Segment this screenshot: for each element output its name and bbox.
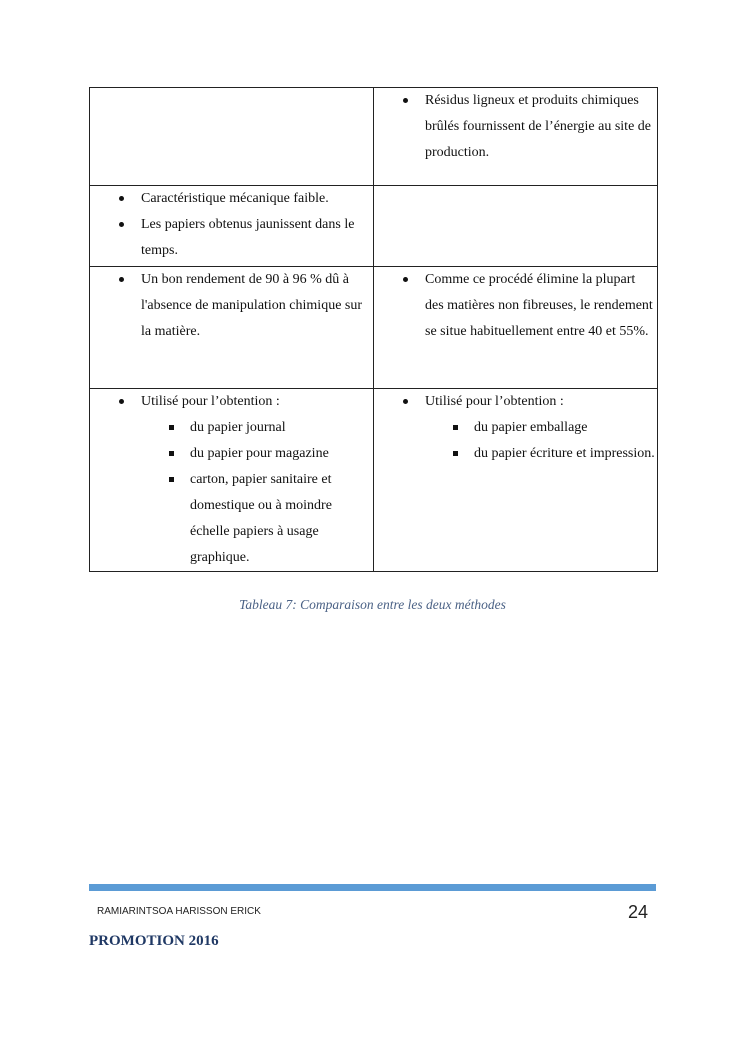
list-item	[425, 389, 655, 467]
table-cell	[374, 389, 658, 572]
table-cell	[90, 267, 374, 389]
sub-list-item: du papier pour magazine	[190, 441, 371, 467]
table-caption: Tableau 7: Comparaison entre les deux méthodes	[239, 597, 506, 612]
list-item: Un bon rendement de 90 à 96 % dû à l'absence de manipulation chimique sur la matière.	[141, 267, 371, 345]
table-cell	[374, 267, 658, 389]
list-item: Les papiers obtenus jaunissent dans le temps.	[141, 212, 371, 264]
sub-list-item: du papier journal	[190, 415, 371, 441]
sub-list-item: du papier emballage	[474, 415, 655, 441]
table-row	[90, 267, 658, 389]
comparison-table	[89, 87, 658, 572]
footer-author: RAMIARINTSOA HARISSON ERICK	[97, 906, 261, 917]
table-row	[90, 389, 658, 572]
bullet-list	[374, 88, 657, 166]
table-row	[90, 186, 658, 267]
page-number: 24	[627, 902, 648, 922]
footer-promotion: PROMOTION 2016	[89, 933, 219, 949]
list-item: Caractéristique mécanique faible.	[141, 186, 371, 212]
table-cell	[374, 88, 658, 186]
list-item-title: Utilisé pour l’obtention :	[425, 394, 564, 409]
bullet-list	[374, 389, 657, 467]
bullet-list	[90, 186, 373, 264]
sub-list-item: du papier écriture et impression.	[474, 441, 655, 467]
sub-bullet-list	[425, 415, 655, 467]
table-row	[90, 88, 658, 186]
list-item-title: Utilisé pour l’obtention :	[141, 394, 280, 409]
table-cell	[374, 186, 658, 267]
list-item	[141, 389, 371, 571]
sub-list-item: carton, papier sanitaire et domestique ou à moindre échelle papiers à usage graphique.	[190, 467, 371, 571]
list-item: Résidus ligneux et produits chimiques brûlés fournissent de l’énergie au site de production.	[425, 88, 655, 166]
bullet-list	[90, 267, 373, 345]
list-item: Comme ce procédé élimine la plupart des matières non fibreuses, le rendement se situe habituellement entre 40 et 55%.	[425, 267, 655, 345]
sub-bullet-list	[141, 415, 371, 571]
bullet-list	[374, 267, 657, 345]
table-cell	[90, 186, 374, 267]
table-cell	[90, 389, 374, 572]
bullet-list	[90, 389, 373, 571]
table-cell	[90, 88, 374, 186]
footer-divider	[89, 884, 656, 891]
